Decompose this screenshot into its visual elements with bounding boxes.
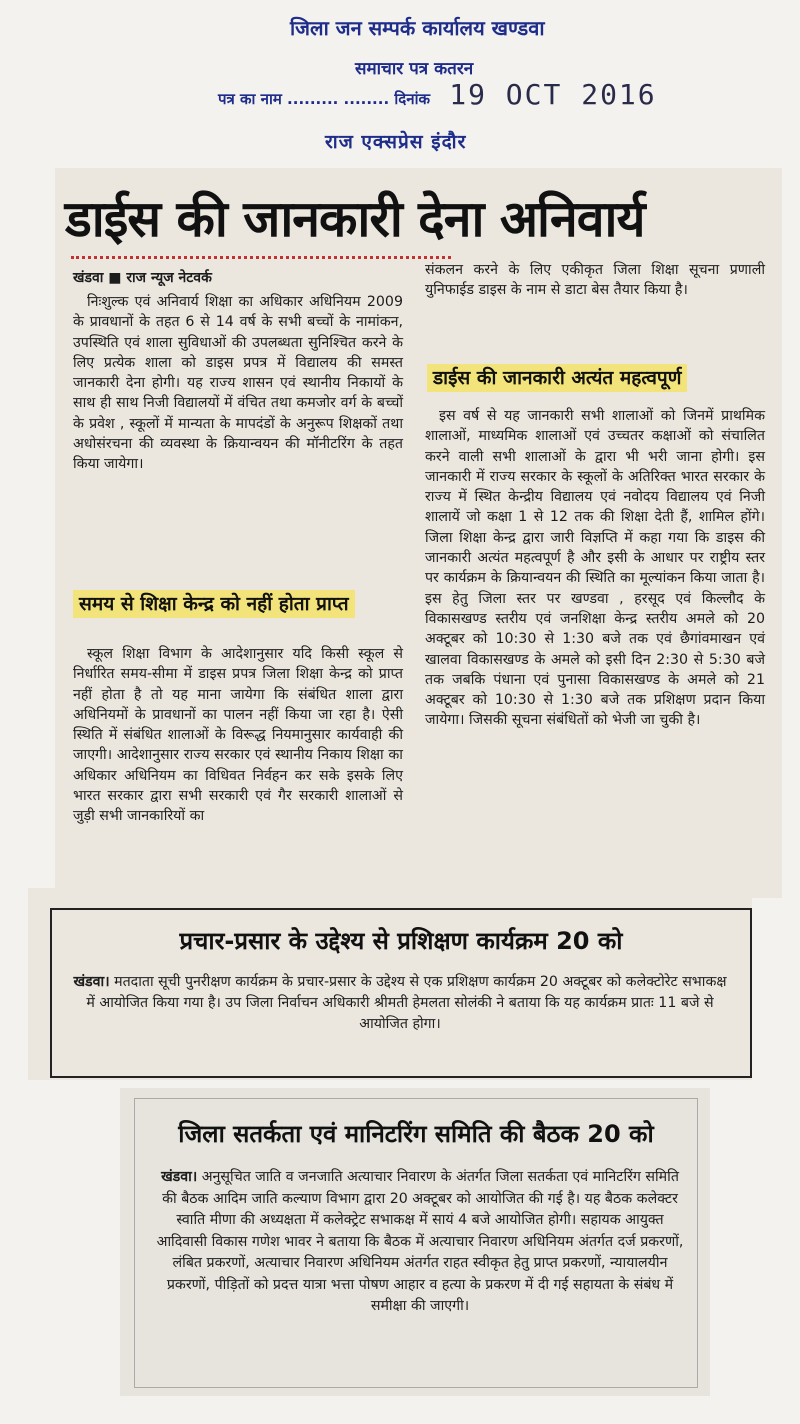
article-paragraph: स्कूल शिक्षा विभाग के आदेशानुसार यदि किसी स्कूल से निर्धारित समय-सीमा में डाइस प्रपत्र जिला शिक्षा केन्द्र को प्राप्त नहीं होता है तो यह माना जायेगा कि संबंधित शाला द्वारा अधिनियमों के प्रावधानों का पालन नहीं किया जा रहा है। ऐसी स्थिति में संबंधित शालाओं के विरूद्ध नियमानुसार कार्यवाही की जाएगी। आदेशानुसार राज्य सरकार एवं स्थानीय निकाय शिक्षा का अधिकार अधिनियम का विधिवत निर्वहन कर सके इसके लिए भारत सरकार द्वारा सभी सरकारी एवं गैर सरकारी शालाओं से जुड़ी सभी जानकारियों का — [73, 646, 403, 825]
news-headline: प्रचार-प्रसार के उद्देश्य से प्रशिक्षण कार्यक्रम 20 को — [179, 927, 623, 955]
stamp-paper-name: राज एक्सप्रेस इंदौर — [325, 131, 467, 153]
news-body — [155, 1167, 685, 1318]
article-subheading: डाईस की जानकारी अत्यंत महत्वपूर्ण — [427, 364, 687, 392]
news-text: अनुसूचित जाति व जनजाति अत्याचार निवारण के अंतर्गत जिला सतर्कता एवं मानिटरिंग समिति की बैठक आदिम जाति कल्याण विभाग द्वारा 20 अक्टूबर को आयोजित की गई है। यह बैठक कलेक्टर स्वाति मीणा की अध्यक्षता में कलेक्ट्रेट सभाकक्ष में सायं 4 बजे आयोजित होगी। सहायक आयुक्त आदिवासी विकास गणेश भावर ने बताया कि बैठक में अत्याचार निवारण अधिनियम अंतर्गत दर्ज प्रकरणों, लंबित प्रकरणों, अत्याचार निवारण अधिनियम अंतर्गत राहत स्वीकृत हेतु प्राप्त प्रकरणों, न्यायालयीन प्रकरणों, पीड़ितों को प्रदत्त यात्रा भत्ता पोषण आहार व हत्या के प्रकरण में दी गई सहायता के संबंध में समीक्षा की जाएगी। — [156, 1169, 684, 1314]
committee-news-clipping — [120, 1088, 710, 1396]
news-body — [70, 972, 730, 1035]
article-paragraph: संकलन करने के लिए एकीकृत जिला शिक्षा सूचना प्रणाली युनिफाईड डाइस के नाम से डाटा बेस तैयार किया है। — [425, 262, 765, 299]
main-article-clipping — [55, 168, 782, 898]
article-paragraph: निःशुल्क एवं अनिवार्य शिक्षा का अधिकार अधिनियम 2009 के प्रावधानों के तहत 6 से 14 वर्ष के सभी बच्चों के नामांकन, उपस्थिति एवं शाला सुविधाओं की उपलब्धता सुनिश्चित करने के लिए प्रत्येक शाला को डाइस प्रपत्र में विद्यालय की समस्त जानकारी देना होगी। यह राज्य शासन एवं स्थानीय निकायों के साथ ही साथ निजी विद्यालयों में वंचित तथा कमजोर वर्ग के बच्चों के प्रवेश , स्कूलों में मान्यता के मापदंडों के अनुरूप शिक्षकों तथा अधोसंरचना की व्यवस्था के क्रियान्वयन की मॉनीटरिंग के तहत किया जायेगा। — [73, 294, 403, 473]
stamp-paper-label: पत्र का नाम ......... ........ — [218, 90, 390, 108]
news-text: मतदाता सूची पुनरीक्षण कार्यक्रम के प्रचार-प्रसार के उद्देश्य से एक प्रशिक्षण कार्यक्रम 20 अक्टूबर को कलेक्टोरेट सभाकक्ष में आयोजित किया गया है। उप जिला निर्वाचन अधिकारी श्रीमती हेमलता सोलंकी ने बताया कि यह कार्यक्रम प्रातः 11 बजे से आयोजित होगा। — [86, 974, 727, 1032]
article-headline: डाईस की जानकारी देना अनिवार्य — [65, 190, 645, 248]
stamp-title: समाचार पत्र कतरन — [355, 59, 474, 79]
stamp-date: 19 OCT 2016 — [449, 78, 657, 111]
stamp-date-label: दिनांक — [394, 90, 430, 108]
article-paragraph: इस वर्ष से यह जानकारी सभी शालाओं को जिनमें प्राथमिक शालाओं, माध्यमिक शालाओं एवं उच्चतर कक्षाओं को संचालित करने वाली सभी शालाओं के द्वारा भी भरी जाना होगी। इस जानकारी में राज्य सरकार के स्कूलों के अतिरिक्त भारत सरकार के राज्य में स्थित केन्द्रीय विद्यालय एवं नवोदय विद्यालय एवं निजी शालायें जो कक्षा 1 से 12 तक की शिक्षा देती हैं, शामिल होंगे। जिला शिक्षा केन्द्र द्वारा जारी विज्ञप्ति में कहा गया कि डाइस की जानकारी अत्यंत महत्वपूर्ण है और इसी के आधार पर राष्ट्रीय स्तर पर कार्यक्रम के क्रियान्वयन की स्थिति का मूल्यांकन किया जाता है। इस हेतु जिला स्तर पर खण्डवा , हरसूद एवं किल्लौद के विकासखण्ड स्तरीय एवं जनशिक्षा केन्द्र स्तरीय अमले को 20 अक्टूबर को 10:30 से 1:30 बजे तक एवं छैगांवमाखन एवं खालवा विकासखण्ड के अमले को इसी दिन 2:30 से 5:30 बजे तक जबकि पंधाना एवं पुनासा विकासखण्ड के अमले को 21 अक्टूबर को 10:30 से 1:30 बजे तक प्रशिक्षण प्रदान किया जायेगा। जिसकी सूचना संबंधितों को भेजी जा चुकी है। — [425, 408, 765, 729]
article-subheading: समय से शिक्षा केन्द्र को नहीं होता प्राप्त — [73, 590, 355, 618]
article-column-right-2 — [425, 406, 765, 731]
news-box-frame — [134, 1098, 698, 1388]
stamp-paper-row — [218, 78, 657, 111]
news-box-frame — [50, 908, 752, 1078]
news-headline: जिला सतर्कता एवं मानिटरिंग समिति की बैठक 20 को — [178, 1120, 654, 1148]
news-dateline: खंडवा। — [73, 974, 110, 990]
news-dateline: खंडवा। — [161, 1169, 198, 1185]
headline-underline — [71, 256, 451, 259]
article-column-right-1 — [425, 260, 765, 301]
article-byline: खंडवा ■ राज न्यूज नेटवर्क — [73, 270, 212, 286]
stamp-office: जिला जन सम्पर्क कार्यालय खण्डवा — [290, 16, 545, 40]
training-news-clipping — [28, 888, 752, 1080]
article-column-left-1 — [73, 292, 403, 475]
office-stamp — [0, 0, 800, 170]
article-column-left-2 — [73, 644, 403, 827]
